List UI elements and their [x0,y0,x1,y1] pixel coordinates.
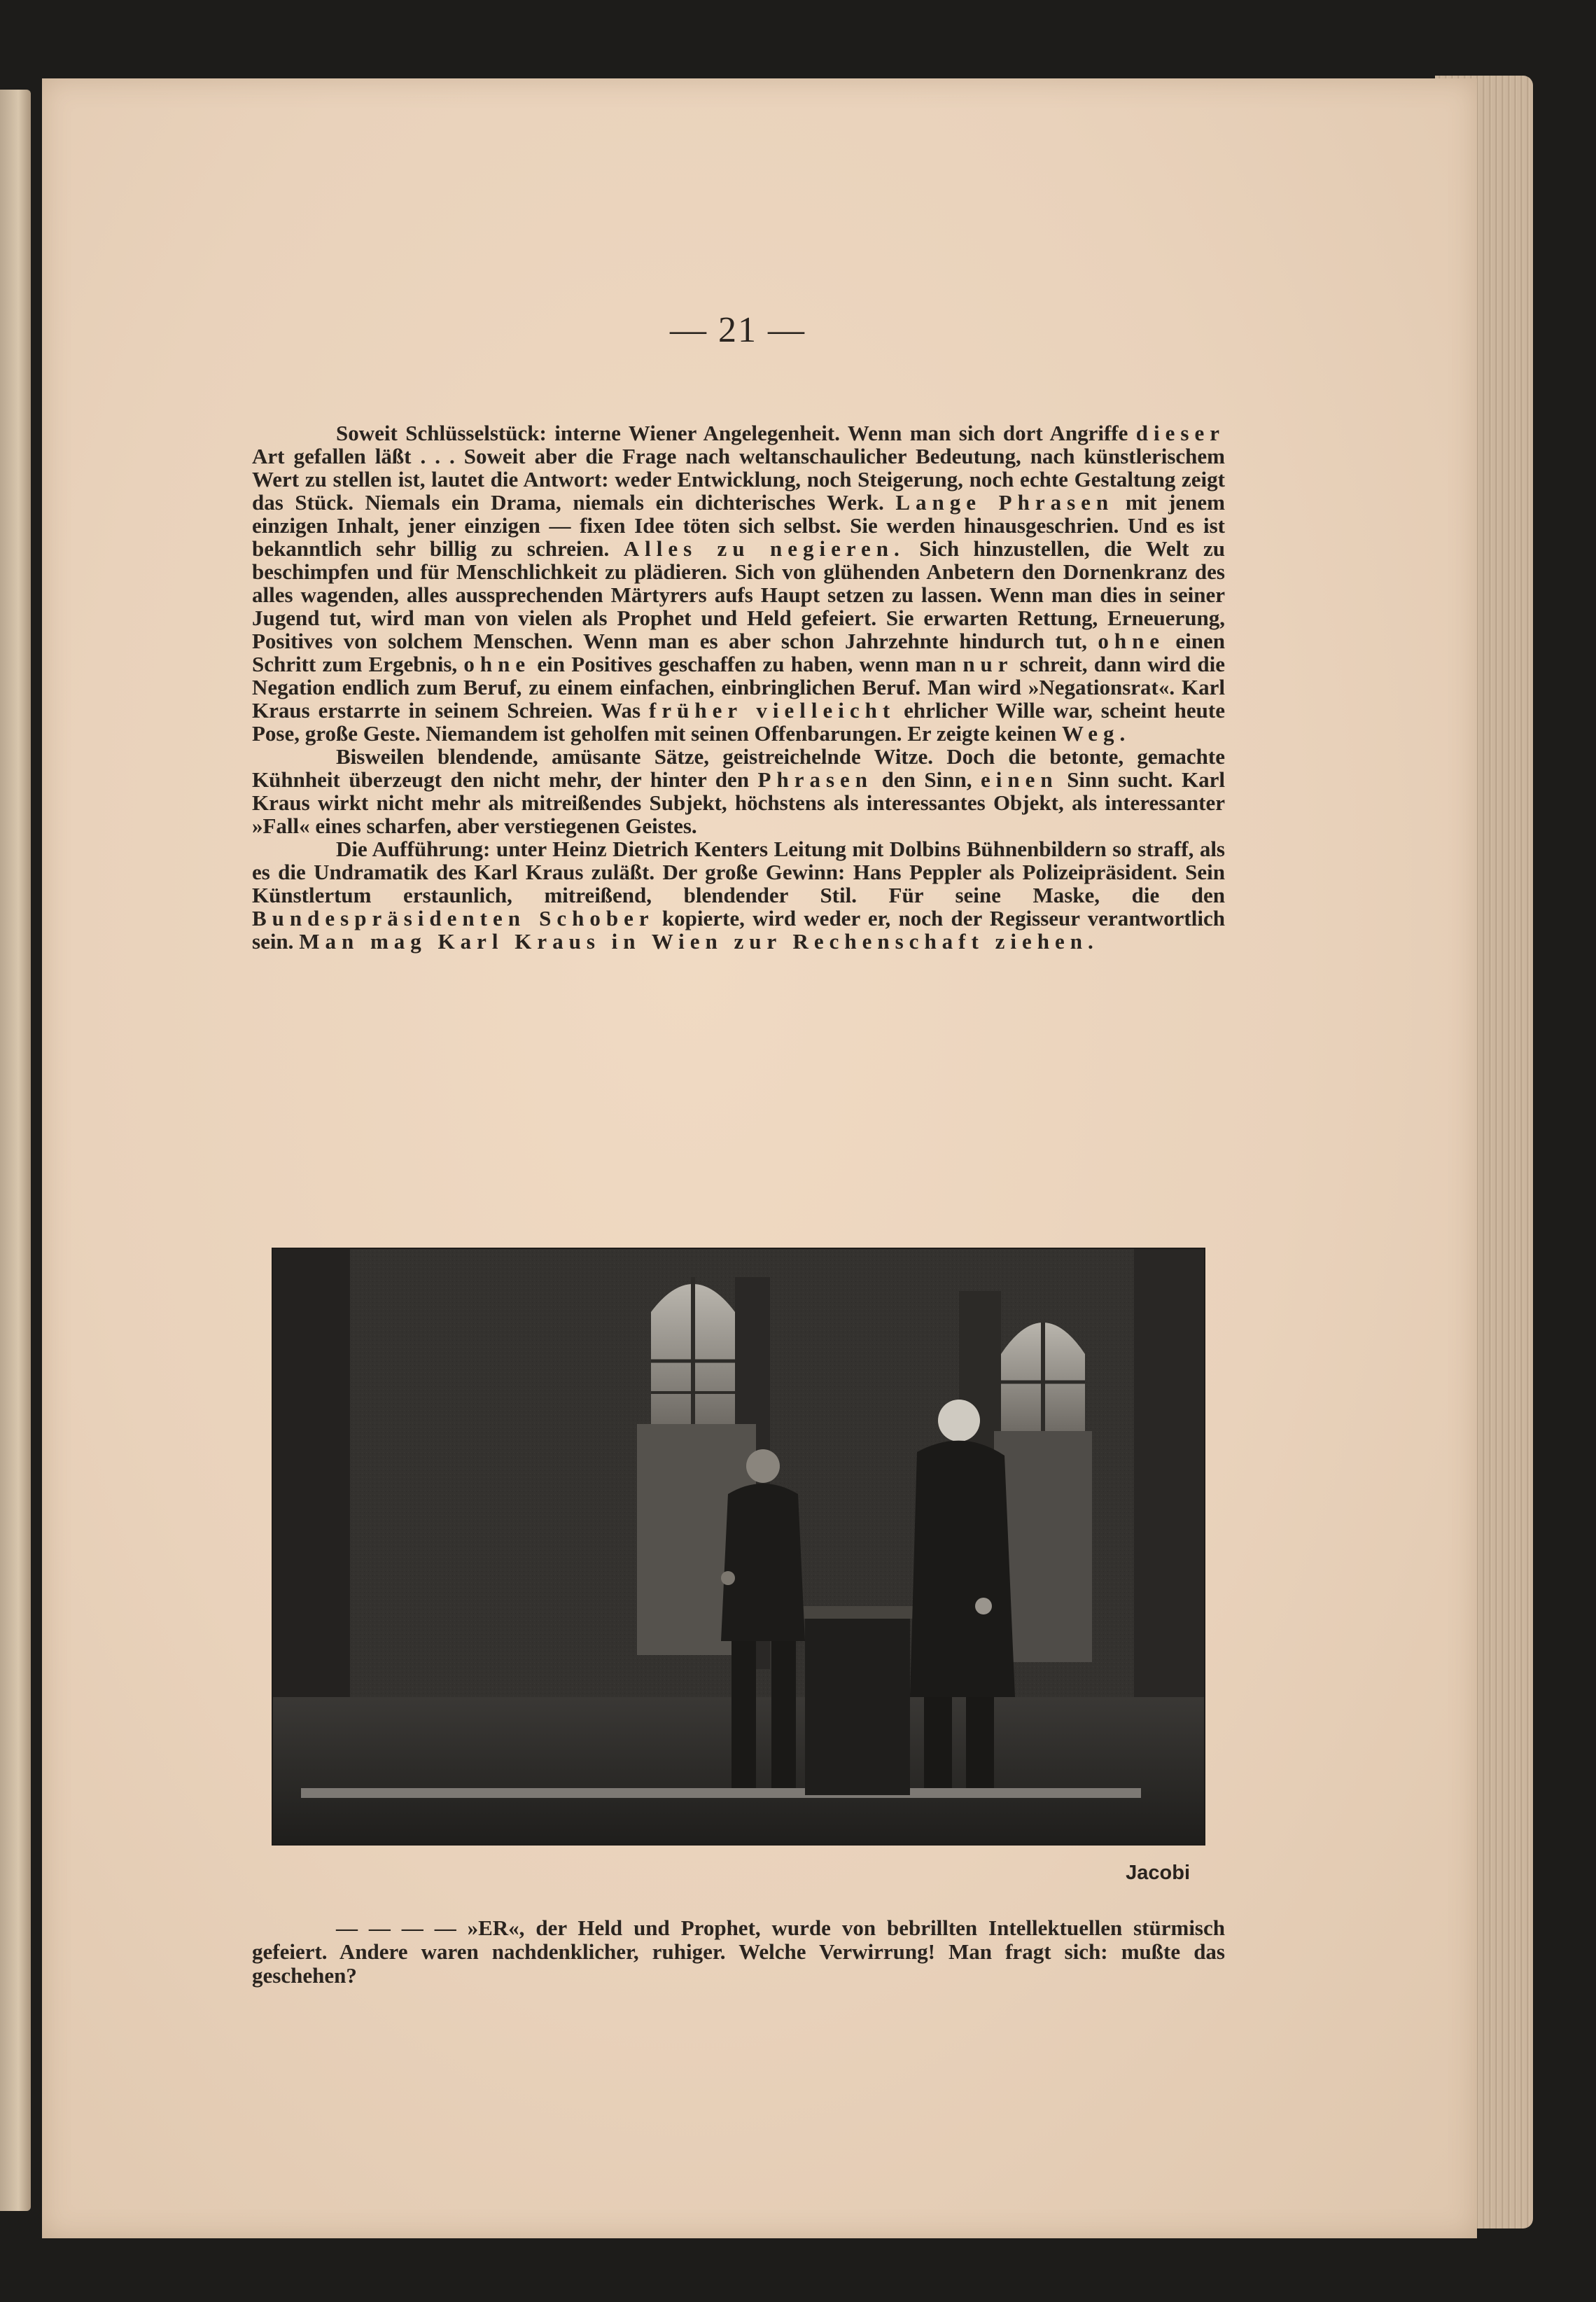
emphasized-text: ohne [1098,629,1166,653]
text-segment: einen Schritt zum Ergebnis, [252,629,1225,676]
article-paragraph [252,421,1225,745]
text-segment: mit jenem einzigen Inhalt, jener einzigen — fixen Idee töten sich selbst. Sie werden hinausgeschrien. Und es ist bekanntlich sehr billig zu schreien. [252,490,1225,561]
page-number: — 21 — [670,310,806,350]
text-segment: schreit, dann wird die Negation endlich zum Beruf, zu einem einfachen, einbringlichen Beruf. Man wird »Negationsrat«. Karl Kraus erstarrte in seinem Schreien. Was [252,652,1226,723]
text-segment: Bisweilen blendende, amüsante Sätze, geistreichelnde Witze. Doch die betonte, gemachte Kühnheit überzeugt den nicht mehr, der hinter den [252,744,1225,792]
stage-photograph [273,1249,1204,1844]
text-segment: Sich hinzustellen, die Welt zu beschimpfen und für Menschlichkeit zu plädieren. Sich von glühenden Anbetern den Dornenkranz des alles wagenden, alles aussprechenden Märtyrers aufs Haupt setzen zu lassen. Wenn man dies in seiner Jugend tut, wird man von vielen als Prophet und Held gefeiert. Sie erwarten Rettung, Erneuerung, Positives von solchem Menschen. Wenn man es aber schon Jahrzehnte hindurch tut, [252,536,1225,653]
text-segment: kopierte, wird weder er, noch der Regisseur verantwortlich sein. [252,906,1225,954]
emphasized-text: Alles zu negieren. [623,536,905,561]
article-paragraph [252,837,1225,953]
emphasized-text: dieser [1135,421,1225,445]
text-segment: ein Positives geschaffen zu haben, wenn man [531,652,963,676]
emphasized-text: Weg. [1061,721,1131,746]
emphasized-text: früher vielleicht [649,698,896,723]
article-text [252,421,1225,953]
emphasized-text: Lange Phrasen [895,490,1114,515]
text-segment: den Sinn, [873,767,981,792]
photo-credit: Jacobi [1126,1862,1190,1884]
emphasized-text: einen [981,767,1058,792]
photo-caption: — — — — »ER«, der Held und Prophet, wurde von bebrillten Intellektuellen stürmisch gefeiert. Andere waren nachdenklicher, ruhiger. Welche Verwirrung! Man fragt sich: mußte das geschehen? [252,1916,1225,1988]
book-page [42,78,1477,2238]
text-segment: Sinn sucht. Karl Kraus wirkt nicht mehr als mitreißendes Subjekt, höchstens als interessantes Objekt, als interessanter »Fall« eines scharfen, aber verstiegenen Geistes. [252,767,1226,838]
emphasized-text: Phrasen [757,767,874,792]
previous-page-edge [0,90,31,2211]
emphasized-text: ohne [463,652,531,676]
text-segment: Die Aufführung: unter Heinz Dietrich Kenters Leitung mit Dolbins Bühnenbildern so straff, als es die Undramatik des Karl Kraus zuläßt. Der große Gewinn: Hans Peppler als Polizeipräsident. Sein Künstlertum erstaunlich, mitreißend, blendender Stil. Für seine Maske, die den [252,837,1225,907]
text-segment: Art gefallen läßt . . . Soweit aber die Frage nach weltanschaulicher Bedeutung, nach künstlerischem Wert zu stellen ist, lautet die Antwort: weder Entwicklung, noch Steigerung, noch echte Gestaltung zeigt das Stück. Niemals ein Drama, niemals ein dichterisches Werk. [252,444,1225,515]
emphasized-text: Man mag Karl Kraus in Wien zur Rechenschaft ziehen. [299,929,1099,954]
text-segment: Soweit Schlüsselstück: interne Wiener Angelegenheit. Wenn man sich dort Angriffe [336,421,1136,445]
emphasized-text: nur [962,652,1014,676]
emphasized-text: Bundespräsidenten Schober [252,906,654,930]
text-segment: ehrlicher Wille war, scheint heute Pose, große Geste. Niemandem ist geholfen mit seinen Offenbarungen. Er zeigte keinen [252,698,1225,746]
article-paragraph [252,745,1225,837]
